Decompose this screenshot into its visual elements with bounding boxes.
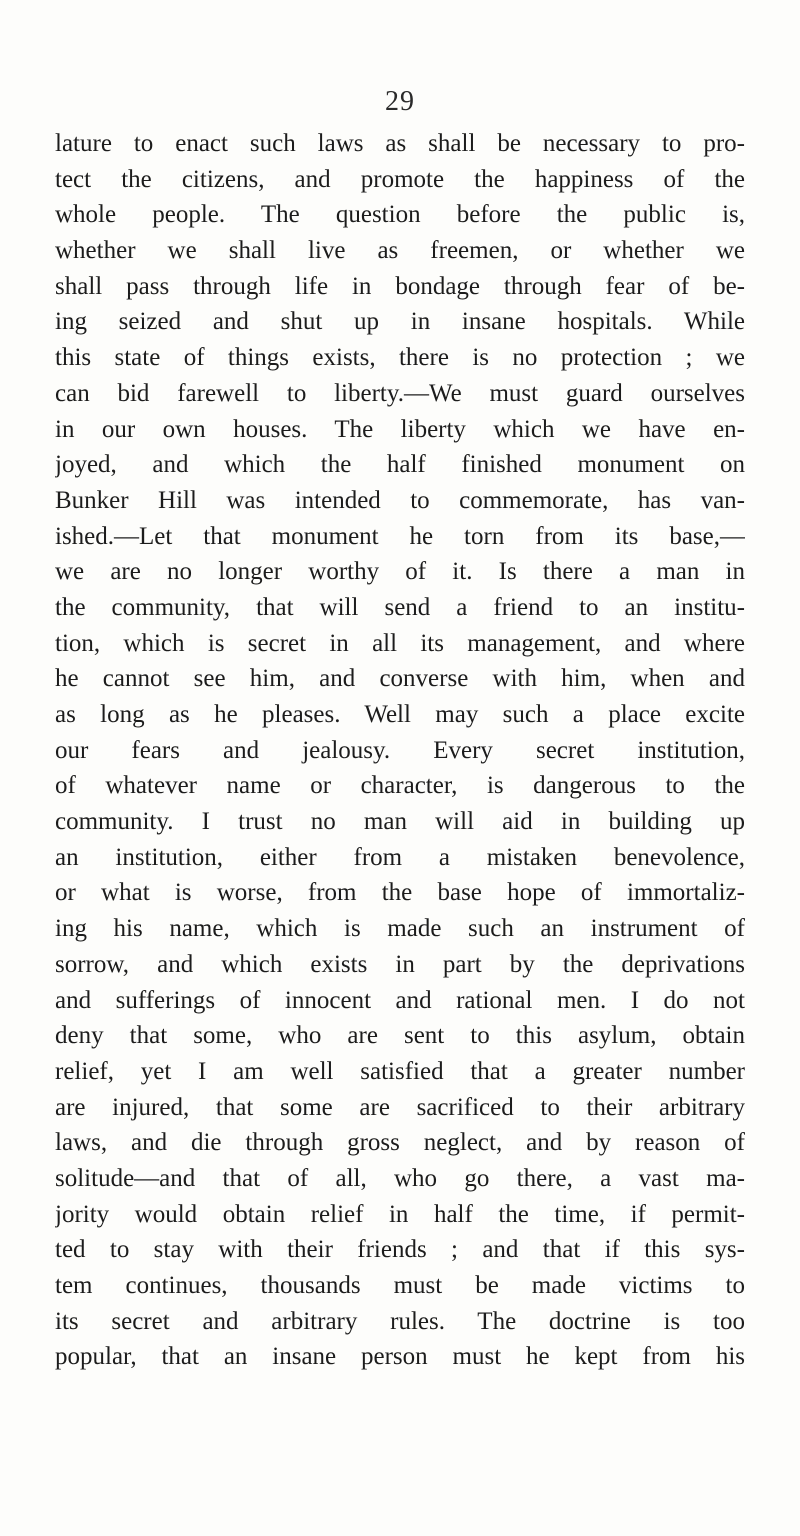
- text-line: ted to stay with their friends ; and that if this sys-: [55, 1236, 745, 1264]
- text-line: and sufferings of innocent and rational men. I do not: [55, 986, 745, 1014]
- text-line: joyed, and which the half finished monument on: [55, 451, 745, 479]
- text-line: he cannot see him, and converse with him, when and: [55, 665, 745, 693]
- text-line: are injured, that some are sacrificed to their arbitrary: [55, 1093, 745, 1121]
- text-line: as long as he pleases. Well may such a place excite: [55, 701, 745, 728]
- text-line: Bunker Hill was intended to commemorate, has van-: [55, 486, 745, 514]
- text-line: this state of things exists, there is no protection ; we: [55, 344, 745, 372]
- text-line: whether we shall live as freemen, or whether we: [55, 237, 745, 265]
- text-line: the community, that will send a friend to an institu-: [55, 593, 745, 621]
- text-line: of whatever name or character, is dangerous to the: [55, 772, 745, 800]
- body-text: [55, 126, 745, 1375]
- text-line: laws, and die through gross neglect, and by reason of: [55, 1129, 745, 1157]
- text-line: solitude—and that of all, who go there, a vast ma-: [55, 1164, 745, 1192]
- text-line: an institution, either from a mistaken benevolence,: [55, 843, 745, 871]
- text-line: whole people. The question before the public is,: [55, 201, 745, 229]
- text-line: ing seized and shut up in insane hospitals. While: [55, 308, 745, 336]
- text-line: tion, which is secret in all its management, and where: [55, 629, 745, 657]
- text-line: ished.—Let that monument he torn from its base,—: [55, 522, 745, 550]
- text-line: jority would obtain relief in half the time, if permit-: [55, 1200, 745, 1228]
- text-line: our fears and jealousy. Every secret institution,: [55, 736, 745, 764]
- text-line: deny that some, who are sent to this asylum, obtain: [55, 1022, 745, 1050]
- text-line: popular, that an insane person must he kept from his: [55, 1343, 745, 1371]
- text-line: sorrow, and which exists in part by the deprivations: [55, 950, 745, 978]
- text-line: lature to enact such laws as shall be necessary to pro-: [55, 130, 745, 157]
- page-number: 29: [385, 86, 415, 117]
- text-line: tect the citizens, and promote the happiness of the: [55, 165, 745, 193]
- text-line: tem continues, thousands must be made victims to: [55, 1272, 745, 1299]
- text-line: shall pass through life in bondage through fear of be-: [55, 272, 745, 300]
- text-line: can bid farewell to liberty.—We must guard ourselves: [55, 379, 745, 407]
- text-line: we are no longer worthy of it. Is there a man in: [55, 558, 745, 586]
- text-line: community. I trust no man will aid in building up: [55, 808, 745, 836]
- text-line: ing his name, which is made such an instrument of: [55, 915, 745, 943]
- text-line: or what is worse, from the base hope of immortaliz-: [55, 879, 745, 907]
- text-line: its secret and arbitrary rules. The doctrine is too: [55, 1307, 745, 1335]
- text-line: in our own houses. The liberty which we have en-: [55, 415, 745, 443]
- text-line: relief, yet I am well satisfied that a greater number: [55, 1057, 745, 1085]
